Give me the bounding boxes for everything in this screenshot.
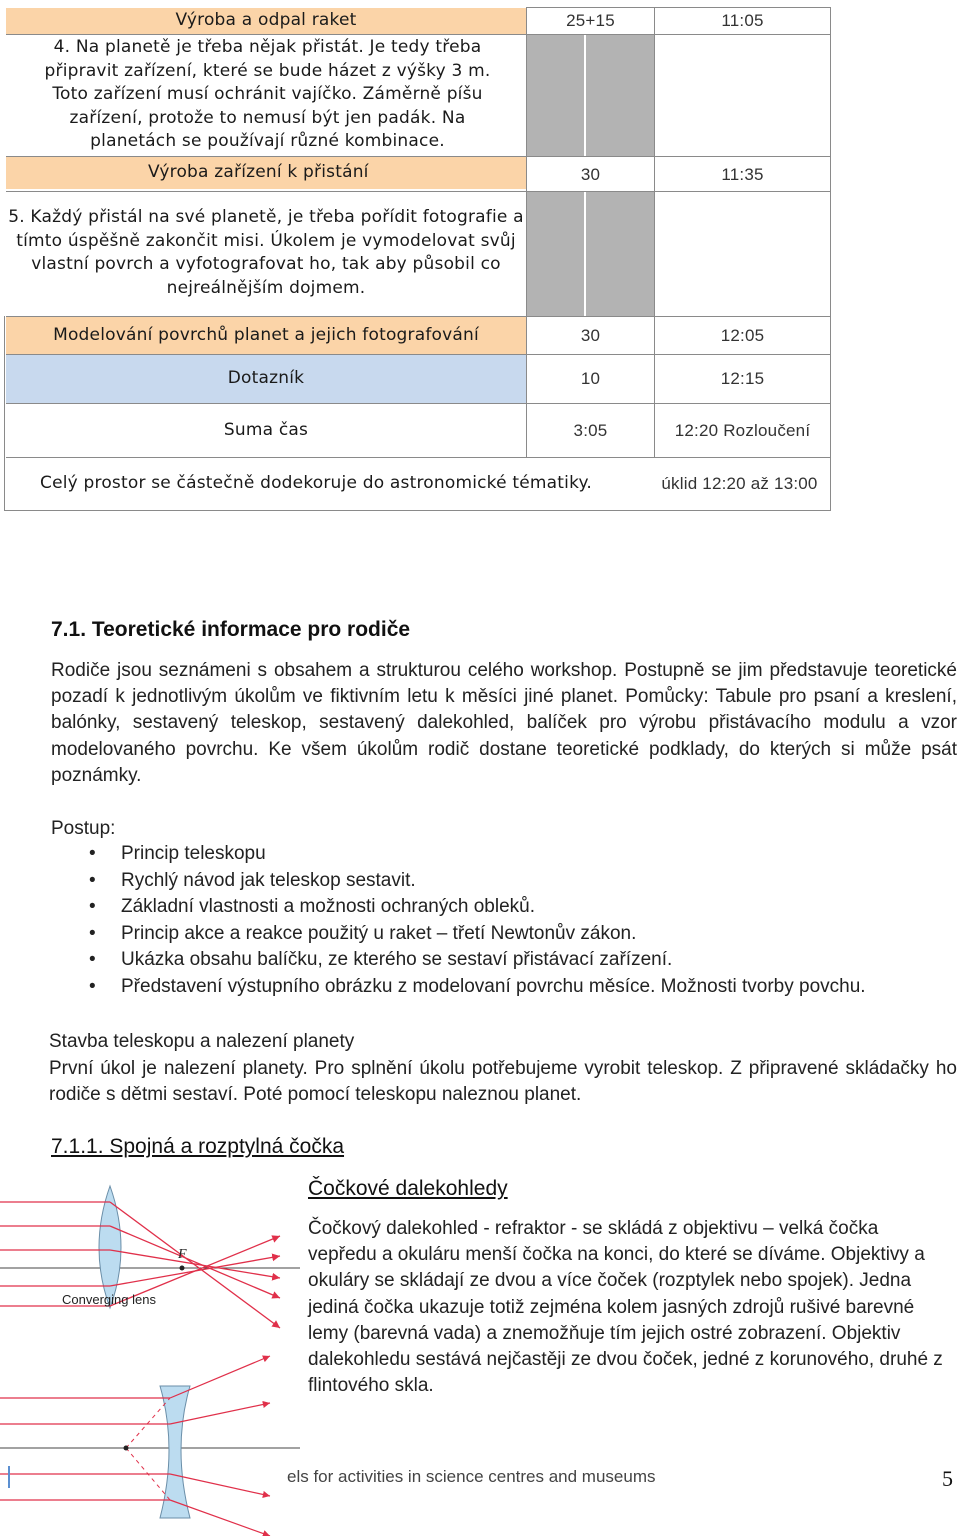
grid-line bbox=[4, 510, 831, 511]
row-minutes-surface-modelling: 30 bbox=[580, 325, 601, 345]
converging-lens-diagram bbox=[0, 1186, 300, 1328]
task-5-description: 5. Každý přistál na své planetě, je třeba pořídit fotografie a tímto úspěšně zakončit misi. Úkolem je vymodelovat svůj vlastní povrch a vyfotografovat ho, tak aby působil co nejreálnějším dojmem. bbox=[8, 207, 524, 298]
diverging-lens-diagram bbox=[0, 1356, 300, 1536]
grid-line bbox=[6, 354, 831, 355]
row-time-rocket-launch: 11:05 bbox=[721, 11, 764, 31]
grid-line bbox=[6, 457, 831, 458]
grid-line bbox=[6, 316, 831, 317]
footer-bar-left bbox=[8, 1466, 10, 1488]
cleanup-time: úklid 12:20 až 13:00 bbox=[661, 474, 818, 494]
footer-text: els for activities in science centres and museums bbox=[287, 1467, 656, 1486]
page-number: 5 bbox=[942, 1466, 953, 1491]
row-label-surface-modelling: Modelování povrchů planet a jejich fotografování bbox=[6, 317, 526, 354]
list-item: • Základní vlastnosti a možnosti ochraných obleků. bbox=[89, 896, 535, 917]
grid-line bbox=[6, 191, 831, 192]
grey-separator bbox=[584, 192, 586, 316]
decoration-note: Celý prostor se částečně dodekoruje do astronomické tématiky. bbox=[40, 473, 592, 494]
grid-line bbox=[526, 7, 527, 458]
task-4-grey-block bbox=[527, 35, 654, 156]
converging-lens-label: Converging lens bbox=[62, 1292, 156, 1307]
section-7-1-paragraph: Rodiče jsou seznámeni s obsahem a strukturou celého workshop. Postupně se jim představuje teoretické pozadí k jednotlivým úkolům ve fiktivním letu k měsíci jiné planet. Pomůcky: Tabule pro psaní a kreslení, balónky, sestavený teleskop, sestavený dalekohled, balíček pro výrobu přistávacího modulu a vzor modelovaného povrchu. Ke všem úkolům rodič dostane teoretické podklady, do kterých si může psát poznámky. bbox=[51, 660, 957, 786]
row-label-rocket-launch: Výroba a odpal raket bbox=[6, 8, 526, 34]
telescope-subtitle: Stavba teleskopu a nalezení planety bbox=[49, 1031, 355, 1052]
list-item: • Rychlý návod jak teleskop sestavit. bbox=[89, 870, 416, 891]
grid-line bbox=[654, 7, 655, 458]
row-minutes-questionnaire: 10 bbox=[580, 369, 601, 389]
row-label-questionnaire: Dotazník bbox=[6, 355, 526, 403]
grid-line bbox=[4, 316, 5, 511]
row-time-questionnaire: 12:15 bbox=[720, 369, 765, 389]
procedure-label: Postup: bbox=[51, 818, 116, 839]
task-5-grey-block bbox=[527, 192, 654, 316]
row-label-landing-device: Výroba zařízení k přistání bbox=[6, 157, 526, 189]
section-heading-7-1-1: 7.1.1. Spojná a rozptylná čočka bbox=[51, 1135, 345, 1158]
telescope-paragraph: První úkol je nalezení planety. Pro splnění úkolu potřebujeme vyrobit teleskop. Z připravené skládačky ho rodiče s dětmi sestaví. Poté pomocí teleskopu naleznou planet. bbox=[49, 1058, 957, 1106]
row-time-total-time: 12:20 Rozloučení bbox=[674, 420, 811, 440]
focus-label: F bbox=[178, 1247, 187, 1262]
section-heading-7-1: 7.1. Teoretické informace pro rodiče bbox=[51, 618, 411, 641]
list-item: • Princip akce a reakce použitý u raket – třetí Newtonův zákon. bbox=[89, 923, 637, 944]
grid-line bbox=[6, 34, 831, 35]
task-4-description: 4. Na planetě je třeba nějak přistát. Je tedy třeba připravit zařízení, které se bude házet z výšky 3 m. Toto zařízení musí ochránit vajíčko. Záměrně píšu zařízení, protože to nemusí být jen padák. Na planetách se používají různé kombinace. bbox=[44, 37, 491, 152]
row-label-total-time: Suma čas bbox=[223, 419, 309, 440]
list-item: • Ukázka obsahu balíčku, ze kterého se sestaví přistávací zařízení. bbox=[89, 949, 673, 970]
grid-line bbox=[6, 403, 831, 404]
list-item: • Princip teleskopu bbox=[89, 843, 266, 864]
row-time-landing-device: 11:35 bbox=[721, 164, 764, 184]
lens-figure bbox=[0, 1178, 300, 1536]
telescope-lens-subheading: Čočkové dalekohledy bbox=[308, 1177, 508, 1200]
row-minutes-rocket-launch: 25+15 bbox=[566, 11, 615, 31]
row-minutes-total-time: 3:05 bbox=[573, 420, 608, 440]
grid-line bbox=[6, 156, 831, 157]
grey-separator bbox=[584, 35, 586, 156]
row-minutes-landing-device: 30 bbox=[580, 164, 601, 184]
grid-line bbox=[830, 7, 831, 511]
procedure-list bbox=[89, 843, 951, 1003]
telescope-lens-paragraph: Čočkový dalekohled - refraktor - se skládá z objektivu – velká čočka vepředu a okuláru menší čočka na konci, do které se díváme. Objektivy a okuláry se skládají ze dvou a více čoček (rozptylek nebo spojek). Jedna jediná čočka ukazuje totiž zejména kolem jasných zdrojů rušivé barevné lemy (barevná vada) a znemožňuje tím jejich ostré zobrazení. Objektiv dalekohledu sestává nejčastěji ze dvou čoček, jedné z korunového, druhé z flintového skla. bbox=[308, 1218, 943, 1397]
list-item: • Představení výstupního obrázku z modelovaní povrchu měsíce. Možnosti tvorby povchu. bbox=[89, 976, 866, 997]
grid-line bbox=[527, 7, 831, 8]
row-time-surface-modelling: 12:05 bbox=[720, 325, 765, 345]
